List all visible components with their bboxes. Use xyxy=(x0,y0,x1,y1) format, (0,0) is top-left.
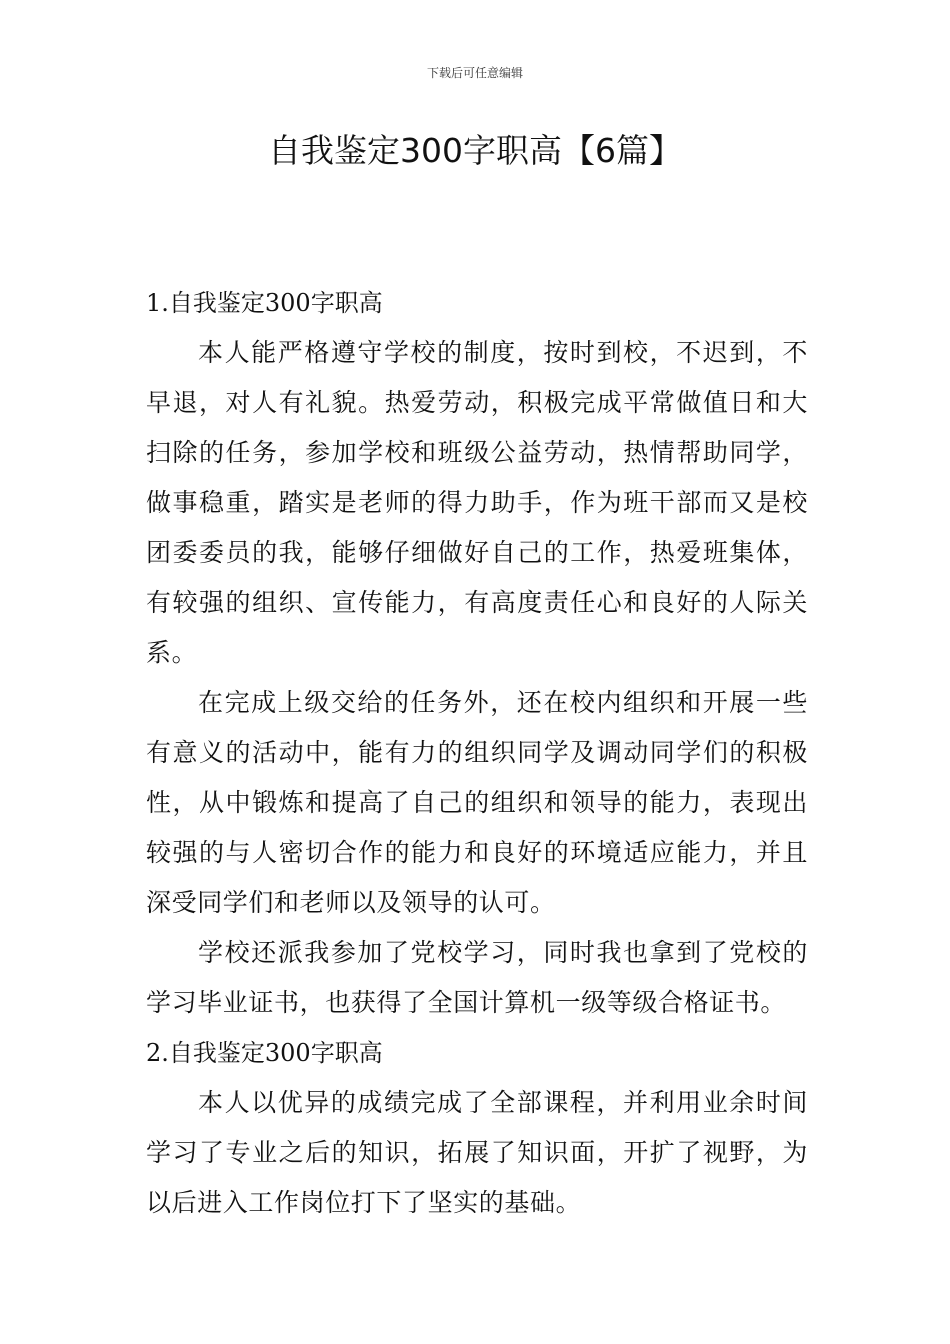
paragraph: 本人以优异的成绩完成了全部课程，并利用业余时间学习了专业之后的知识，拓展了知识面，开扩了视野，为以后进入工作岗位打下了坚实的基础。 xyxy=(146,1088,808,1217)
section-heading: 2.自我鉴定300字职高 xyxy=(146,1039,383,1067)
paragraph: 学校还派我参加了党校学习，同时我也拿到了党校的学习毕业证书，也获得了全国计算机一级等级合格证书。 xyxy=(146,938,808,1017)
section-heading: 1.自我鉴定300字职高 xyxy=(146,289,383,317)
section-1 xyxy=(146,278,808,1028)
paragraph: 在完成上级交给的任务外，还在校内组织和开展一些有意义的活动中，能有力的组织同学及调动同学们的积极性，从中锻炼和提高了自己的组织和领导的能力，表现出较强的与人密切合作的能力和良好的环境适应能力，并且深受同学们和老师以及领导的认可。 xyxy=(146,688,808,917)
document-title: 自我鉴定300字职高【6篇】 xyxy=(268,131,682,170)
section-2 xyxy=(146,1028,808,1228)
document-body xyxy=(146,278,808,1228)
paragraph: 本人能严格遵守学校的制度，按时到校，不迟到，不早退，对人有礼貌。热爱劳动，积极完成平常做值日和大扫除的任务，参加学校和班级公益劳动，热情帮助同学，做事稳重，踏实是老师的得力助手，作为班干部而又是校团委委员的我，能够仔细做好自己的工作，热爱班集体，有较强的组织、宣传能力，有高度责任心和良好的人际关系。 xyxy=(146,338,808,667)
header-note: 下载后可任意编辑 xyxy=(426,66,523,80)
